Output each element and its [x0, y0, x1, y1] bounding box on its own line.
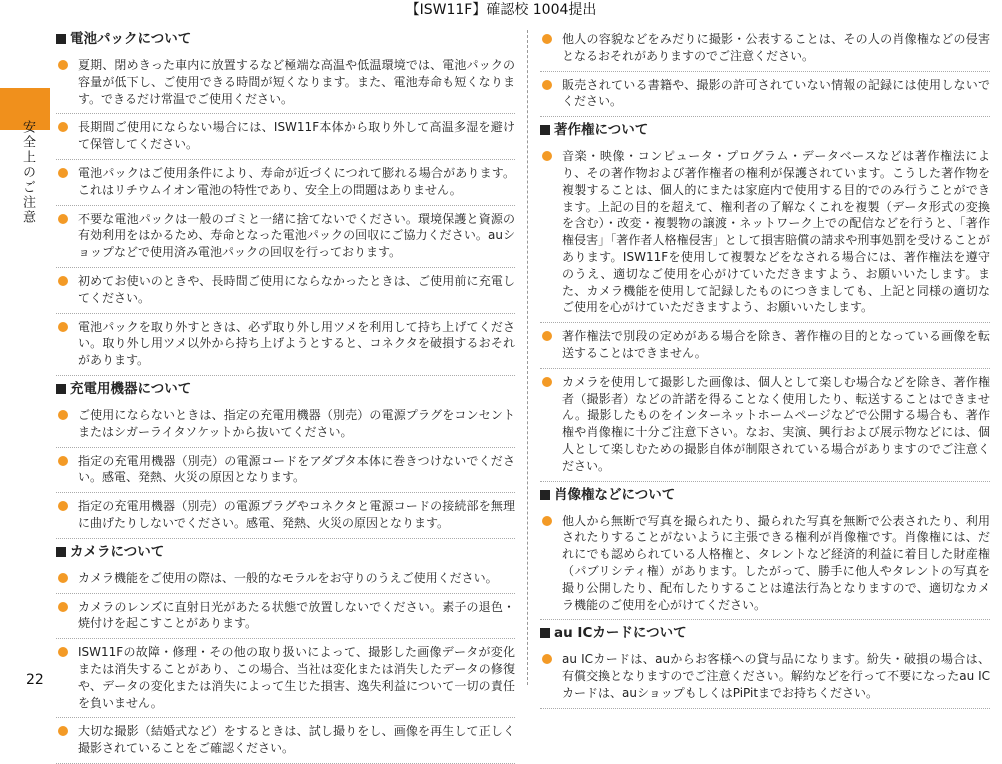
section-heading — [56, 539, 515, 565]
section-heading — [540, 620, 990, 646]
bullet-text: 長期間ご使用にならない場合には、ISW11F本体から取り外して高温多湿を避けて保管してください。 — [78, 120, 515, 152]
orange-dot-icon — [58, 214, 68, 224]
bullet-item — [56, 160, 515, 206]
orange-dot-icon — [542, 654, 552, 664]
section-heading — [56, 376, 515, 402]
bullet-text: au ICカードは、auからお客様への貸与品になります。紛失・破損の場合は、有償交換となりますのでご注意ください。解約などを行って不要になったau ICカードは、auショップもしくはPiPitまでお持ちください。 — [562, 652, 990, 700]
column-divider — [527, 30, 528, 685]
bullet-text: 指定の充電用機器（別売）の電源プラグやコネクタと電源コードの接続部を無理に曲げたりしないでください。感電、発熱、火災の原因となります。 — [78, 499, 515, 530]
square-bullet-icon — [56, 34, 66, 44]
bullet-item — [56, 52, 515, 114]
square-bullet-icon — [56, 384, 66, 394]
bullet-item — [56, 565, 515, 594]
bullet-text: 販売されている書籍や、撮影の許可されていない情報の記録には使用しないでください。 — [562, 77, 990, 109]
bullet-item — [56, 639, 515, 718]
bullet-text: カメラのレンズに直射日光があたる状態で放置しないでください。素子の退色・焼付けを起こすことがあります。 — [78, 599, 515, 631]
bullet-text: 電池パックはご使用条件により、寿命が近づくにつれて膨れる場合があります。これはリチウムイオン電池の特性であり、安全上の問題はありません。 — [78, 165, 515, 197]
bullet-text: 夏期、閉めきった車内に放置するなど極端な高温や低温環境では、電池パックの容量が低下し、ご使用できる時間が短くなります。また、電池寿命も短くなります。できるだけ常温でご使用ください。 — [78, 58, 515, 106]
section-heading-text: 電池パックについて — [70, 31, 192, 47]
orange-dot-icon — [542, 80, 552, 90]
orange-dot-icon — [58, 276, 68, 286]
square-bullet-icon — [540, 628, 550, 638]
bullet-text: ISW11Fの故障・修理・その他の取り扱いによって、撮影した画像データが変化または消失することがあり、この場合、当社は変化または消失したデータの修復や、データの変化または消失によって生じた損害、逸失利益について一切の責任を負いません。 — [78, 645, 515, 710]
section-heading — [56, 26, 515, 52]
bullet-text: 他人の容貌などをみだりに撮影・公表することは、その人の肖像権などの侵害となるおそれがありますのでご注意ください。 — [562, 32, 990, 63]
orange-dot-icon — [58, 602, 68, 612]
orange-dot-icon — [58, 410, 68, 420]
bullet-item — [56, 402, 515, 448]
bullet-item — [540, 508, 990, 621]
square-bullet-icon — [56, 547, 66, 557]
bullet-text: 初めてお使いのときや、長時間ご使用にならなかったときは、ご使用前に充電してください。 — [78, 273, 515, 305]
bullet-text: 電池パックを取り外すときは、必ず取り外し用ツメを利用して持ち上げてください。取り外し用ツメ以外から持ち上げようとすると、コネクタを破損するおそれがあります。 — [78, 319, 515, 368]
bullet-item — [540, 323, 990, 369]
bullet-item — [56, 314, 515, 376]
section-heading-text: 肖像権などについて — [554, 486, 676, 503]
bullet-item — [56, 594, 515, 640]
orange-dot-icon — [58, 322, 68, 332]
bullet-item — [56, 114, 515, 160]
section-heading-text: カメラについて — [70, 543, 165, 560]
bullet-item — [56, 493, 515, 539]
bullet-text: カメラを使用して撮影した画像は、個人として楽しむ場合などを除き、著作権者（撮影者）などの許諾を得ることなく使用したり、転送することはできません。撮影したものをインターネットホームページなどで公開する場合も、著作権や肖像権に十分ご注意下さい。なお、実演、興行および展示物などには、個人として楽しむための撮影自体が制限されている場合がありますのでご注意ください。 — [562, 374, 990, 473]
bullet-text: 指定の充電用機器（別売）の電源コードをアダプタ本体に巻きつけないでください。感電、発熱、火災の原因となります。 — [78, 453, 515, 485]
bullet-item — [56, 448, 515, 494]
bullet-text: ご使用にならないときは、指定の充電用機器（別売）の電源プラグをコンセントまたはシガーライタソケットから抜いてください。 — [78, 407, 515, 439]
bullet-text: 他人から無断で写真を撮られたり、撮られた写真を無断で公表されたり、利用されたりすることがないように主張できる権利が肖像権です。肖像権には、だれにでも認められている人格権と、タレントなど経済的利益に着目した財産権（パブリシティ権）があります。したがって、勝手に他人やタレントの写真を撮り公開したり、配布したりすることは違法行為となりますので、適切なカメラ機能のご使用を心がけてください。 — [562, 513, 990, 612]
bullet-item — [540, 143, 990, 323]
orange-dot-icon — [58, 122, 68, 132]
bullet-item — [540, 369, 990, 482]
bullet-text: 大切な撮影（結婚式など）をするときは、試し撮りをし、画像を再生して正しく撮影されていることをご確認ください。 — [78, 724, 515, 756]
bullet-item — [540, 72, 990, 118]
square-bullet-icon — [540, 125, 550, 135]
right-column — [540, 26, 990, 709]
orange-dot-icon — [58, 60, 68, 70]
bullet-text: カメラ機能をご使用の際は、一般的なモラルをお守りのうえご使用ください。 — [78, 570, 498, 585]
orange-dot-icon — [542, 377, 552, 387]
orange-dot-icon — [542, 34, 552, 44]
section-heading-text: 著作権について — [554, 122, 649, 139]
orange-dot-icon — [58, 501, 68, 511]
page-number: 22 — [26, 672, 44, 688]
bullet-text: 不要な電池パックは一般のゴミと一緒に捨てないでください。環境保護と資源の有効利用をはかるため、寿命となった電池パックの回収にご協力ください。auショップなどで使用済み電池パックの回収を行っております。 — [78, 211, 515, 260]
bullet-item — [56, 268, 515, 314]
document-header: 【ISW11F】確認校 1004提出 — [405, 2, 597, 18]
section-heading — [540, 482, 990, 508]
orange-dot-icon — [58, 456, 68, 466]
orange-dot-icon — [58, 573, 68, 583]
section-heading-text: 充電用機器について — [70, 380, 192, 397]
bullet-item — [540, 646, 990, 708]
orange-dot-icon — [542, 516, 552, 526]
chapter-label: 安全上のご注意 — [20, 120, 35, 225]
orange-dot-icon — [542, 151, 552, 161]
section-heading — [540, 117, 990, 143]
orange-dot-icon — [58, 647, 68, 657]
orange-dot-icon — [542, 331, 552, 341]
orange-dot-icon — [58, 726, 68, 736]
section-heading-text: au ICカードについて — [554, 625, 687, 642]
left-column — [56, 26, 515, 764]
bullet-text: 著作権法で別段の定めがある場合を除き、著作権の目的となっている画像を転送することはできません。 — [562, 329, 990, 360]
orange-dot-icon — [58, 168, 68, 178]
bullet-item — [540, 26, 990, 72]
square-bullet-icon — [540, 490, 550, 500]
bullet-item — [56, 718, 515, 764]
bullet-item — [56, 206, 515, 268]
bullet-text: 音楽・映像・コンピュータ・プログラム・データベースなどは著作権法により、その著作物および著作権者の権利が保護されています。こうした著作物を複製することは、個人的にまたは家庭内で使用する目的でのみ行うことができます。上記の目的を超えて、権利者の了解なくこれを複製（データ形式の変換を含む）・改変・複製物の譲渡・ネットワーク上での配信などを行うと、「著作権侵害」「著作者人格権侵害」として損害賠償の請求や刑事処罰を受けることがあります。ISW11Fを使用して複製などをなされる場合には、著作権法を遵守のうえ、適切なご使用を心がけていただきますよう、お願いいたします。また、カメラ機能を使用して記録したものにつきましても、上記と同様の適切なご使用を心がけていただきますよう、お願いいたします。 — [562, 149, 990, 315]
